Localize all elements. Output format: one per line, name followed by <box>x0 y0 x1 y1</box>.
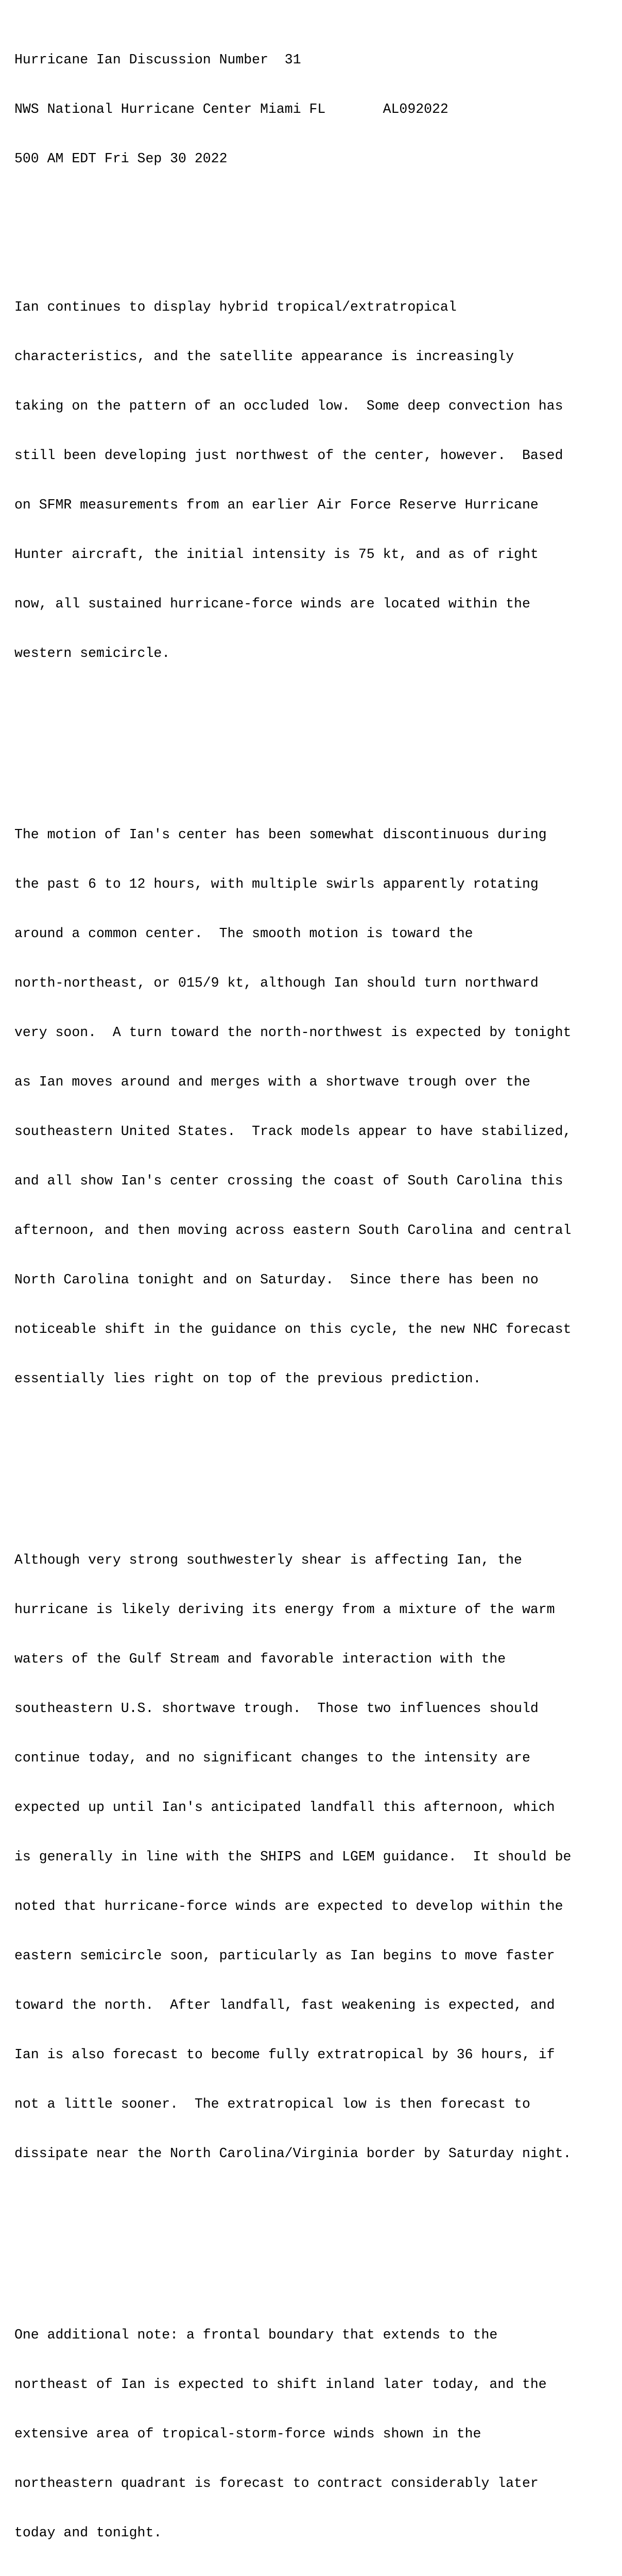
text-line: noticeable shift in the guidance on this cycle, the new NHC forecast <box>14 1321 572 1337</box>
text-line: noted that hurricane-force winds are expected to develop within the <box>14 1899 563 1914</box>
text-line: is generally in line with the SHIPS and LGEM guidance. It should be <box>14 1849 572 1865</box>
text-line: eastern semicircle soon, particularly as Ian begins to move faster <box>14 1948 555 1963</box>
text-line: One additional note: a frontal boundary that extends to the <box>14 2327 498 2343</box>
text-line: not a little sooner. The extratropical low is then forecast to <box>14 2096 530 2112</box>
paragraph-motion <box>14 793 571 1420</box>
text-line: and all show Ian's center crossing the coast of South Carolina this <box>14 1173 563 1189</box>
text-line: very soon. A turn toward the north-northwest is expected by tonight <box>14 1025 572 1040</box>
text-line: Ian continues to display hybrid tropical/extratropical <box>14 299 457 315</box>
text-line: around a common center. The smooth motion is toward the <box>14 926 473 941</box>
text-line: waters of the Gulf Stream and favorable interaction with the <box>14 1651 506 1667</box>
text-line: western semicircle. <box>14 646 170 661</box>
text-line: as Ian moves around and merges with a shortwave trough over the <box>14 1074 530 1090</box>
text-line: The motion of Ian's center has been somewhat discontinuous during <box>14 827 547 842</box>
text-line: North Carolina tonight and on Saturday. Since there has been no <box>14 1272 539 1287</box>
text-line: dissipate near the North Carolina/Virginia border by Saturday night. <box>14 2146 572 2161</box>
paragraph-spacer <box>14 1453 571 1469</box>
text-line: toward the north. After landfall, fast weakening is expected, and <box>14 1997 555 2013</box>
text-line: still been developing just northwest of the center, however. Based <box>14 448 563 463</box>
text-line: northeast of Ian is expected to shift inland later today, and the <box>14 2377 547 2392</box>
text-line: the past 6 to 12 hours, with multiple swirls apparently rotating <box>14 876 539 892</box>
paragraph-spacer <box>14 727 571 744</box>
text-line: Although very strong southwesterly shear is affecting Ian, the <box>14 1552 522 1568</box>
text-line: Hunter aircraft, the initial intensity is 75 kt, and as of right <box>14 547 539 562</box>
text-line: on SFMR measurements from an earlier Air Force Reserve Hurricane <box>14 497 539 513</box>
text-line: characteristics, and the satellite appearance is increasingly <box>14 349 514 364</box>
paragraph-additional-note <box>14 2294 571 2574</box>
paragraph-intensity-forecast <box>14 1519 571 2195</box>
text-line: Ian is also forecast to become fully extratropical by 36 hours, if <box>14 2047 555 2062</box>
text-line: northeastern quadrant is forecast to contract considerably later <box>14 2476 539 2491</box>
text-line: essentially lies right on top of the previous prediction. <box>14 1371 481 1386</box>
text-line: southeastern U.S. shortwave trough. Those two influences should <box>14 1701 539 1716</box>
paragraph-intensity <box>14 266 571 694</box>
discussion-title: Hurricane Ian Discussion Number 31 <box>14 52 301 67</box>
text-line: expected up until Ian's anticipated landfall this afternoon, which <box>14 1800 555 1815</box>
text-line: extensive area of tropical-storm-force winds shown in the <box>14 2426 481 2442</box>
text-line: now, all sustained hurricane-force winds are located within the <box>14 596 530 612</box>
text-line: today and tonight. <box>14 2525 162 2540</box>
text-line: north-northeast, or 015/9 kt, although Ian should turn northward <box>14 975 539 991</box>
text-line: hurricane is likely deriving its energy from a mixture of the warm <box>14 1602 555 1617</box>
issuing-office: NWS National Hurricane Center Miami FL AL092022 <box>14 101 448 117</box>
text-line: southeastern United States. Track models appear to have stabilized, <box>14 1124 572 1139</box>
text-line: continue today, and no significant changes to the intensity are <box>14 1750 530 1766</box>
text-line: taking on the pattern of an occluded low. Some deep convection has <box>14 398 563 414</box>
paragraph-spacer <box>14 2228 571 2244</box>
issue-time: 500 AM EDT Fri Sep 30 2022 <box>14 151 228 166</box>
text-line: afternoon, and then moving across eastern South Carolina and central <box>14 1223 572 1238</box>
paragraph-spacer <box>14 200 571 216</box>
discussion-document <box>14 19 571 2576</box>
